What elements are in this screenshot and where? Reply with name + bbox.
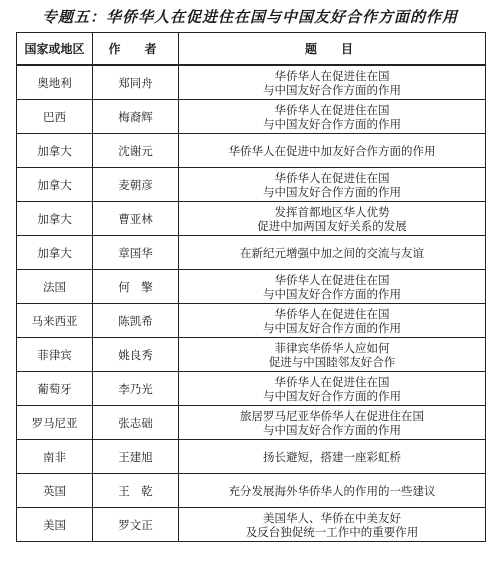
- header-subject: 题 目: [179, 33, 486, 66]
- table-row: [17, 372, 486, 406]
- subject-line: 与中国友好合作方面的作用: [263, 82, 401, 97]
- cell-country: 加拿大: [17, 134, 93, 168]
- cell-subject: [179, 236, 486, 270]
- cell-author: 麦朝彦: [93, 168, 179, 202]
- subject-line: 华侨华人在促进住在国: [274, 374, 390, 389]
- subject-line: 与中国友好合作方面的作用: [263, 286, 401, 301]
- subject-line: 菲律宾华侨华人应如何: [274, 340, 390, 355]
- subject-line: 与中国友好合作方面的作用: [263, 388, 401, 403]
- cell-subject: [179, 168, 486, 202]
- cell-subject: [179, 372, 486, 406]
- table-row: [17, 474, 486, 508]
- cell-subject: [179, 65, 486, 100]
- cell-country: 罗马尼亚: [17, 406, 93, 440]
- cell-subject: [179, 304, 486, 338]
- subject-line: 华侨华人在促进住在国: [274, 170, 390, 185]
- cell-country: 加拿大: [17, 168, 93, 202]
- cell-subject: [179, 440, 486, 474]
- table-row: [17, 440, 486, 474]
- cell-subject: [179, 508, 486, 542]
- cell-author: 张志础: [93, 406, 179, 440]
- table-row: [17, 508, 486, 542]
- subject-line: 促进中加两国友好关系的发展: [257, 218, 407, 233]
- subject-line: 旅居罗马尼亚华侨华人在促进住在国: [240, 408, 424, 423]
- header-author: 作 者: [93, 33, 179, 66]
- header-country: 国家或地区: [17, 33, 93, 66]
- cell-country: 马来西亚: [17, 304, 93, 338]
- subject-line: 华侨华人在促进中加友好合作方面的作用: [228, 143, 436, 158]
- cell-country: 奥地利: [17, 65, 93, 100]
- subject-line: 华侨华人在促进住在国: [274, 306, 390, 321]
- page-title: 专题五：华侨华人在促进住在国与中国友好合作方面的作用: [41, 8, 458, 26]
- subject-line: 华侨华人在促进住在国: [274, 68, 390, 83]
- cell-author: 姚良秀: [93, 338, 179, 372]
- table-row: [17, 406, 486, 440]
- cell-country: 巴西: [17, 100, 93, 134]
- cell-author: 曹亚林: [93, 202, 179, 236]
- cell-subject: [179, 338, 486, 372]
- cell-country: 法国: [17, 270, 93, 304]
- table-row: [17, 202, 486, 236]
- cell-author: 罗文正: [93, 508, 179, 542]
- subject-line: 促进与中国睦邻友好合作: [268, 354, 396, 369]
- subject-line: 与中国友好合作方面的作用: [263, 320, 401, 335]
- table-row: [17, 65, 486, 100]
- cell-country: 英国: [17, 474, 93, 508]
- cell-country: 加拿大: [17, 236, 93, 270]
- cell-author: 郑同舟: [93, 65, 179, 100]
- subject-line: 扬长避短，搭建一座彩虹桥: [263, 449, 401, 464]
- topic-table: [16, 32, 486, 542]
- cell-country: 加拿大: [17, 202, 93, 236]
- subject-line: 及反台独促统一工作中的重要作用: [245, 524, 419, 539]
- subject-line: 华侨华人在促进住在国: [274, 272, 390, 287]
- cell-subject: [179, 100, 486, 134]
- cell-author: 何 擎: [93, 270, 179, 304]
- subject-line: 华侨华人在促进住在国: [274, 102, 390, 117]
- cell-author: 王建旭: [93, 440, 179, 474]
- cell-author: 陈凯希: [93, 304, 179, 338]
- cell-author: 章国华: [93, 236, 179, 270]
- cell-country: 南非: [17, 440, 93, 474]
- subject-line: 充分发展海外华侨华人的作用的一些建议: [228, 483, 436, 498]
- cell-subject: [179, 406, 486, 440]
- table-row: [17, 236, 486, 270]
- table-row: [17, 270, 486, 304]
- subject-line: 与中国友好合作方面的作用: [263, 184, 401, 199]
- subject-line: 与中国友好合作方面的作用: [263, 116, 401, 131]
- subject-line: 发挥首都地区华人优势: [274, 204, 390, 219]
- subject-line: 在新纪元增强中加之间的交流与友谊: [240, 245, 424, 260]
- cell-country: 葡萄牙: [17, 372, 93, 406]
- cell-subject: [179, 134, 486, 168]
- cell-subject: [179, 202, 486, 236]
- cell-author: 梅裔辉: [93, 100, 179, 134]
- table-row: [17, 304, 486, 338]
- table-row: [17, 100, 486, 134]
- subject-line: 美国华人、华侨在中美友好: [263, 510, 401, 525]
- cell-country: 美国: [17, 508, 93, 542]
- table-row: [17, 134, 486, 168]
- table-body: [17, 65, 486, 542]
- cell-author: 李乃光: [93, 372, 179, 406]
- cell-author: 沈谢元: [93, 134, 179, 168]
- cell-author: 王 乾: [93, 474, 179, 508]
- cell-subject: [179, 474, 486, 508]
- table-row: [17, 168, 486, 202]
- table-header-row: [17, 33, 486, 66]
- subject-line: 与中国友好合作方面的作用: [263, 422, 401, 437]
- table-row: [17, 338, 486, 372]
- cell-subject: [179, 270, 486, 304]
- cell-country: 菲律宾: [17, 338, 93, 372]
